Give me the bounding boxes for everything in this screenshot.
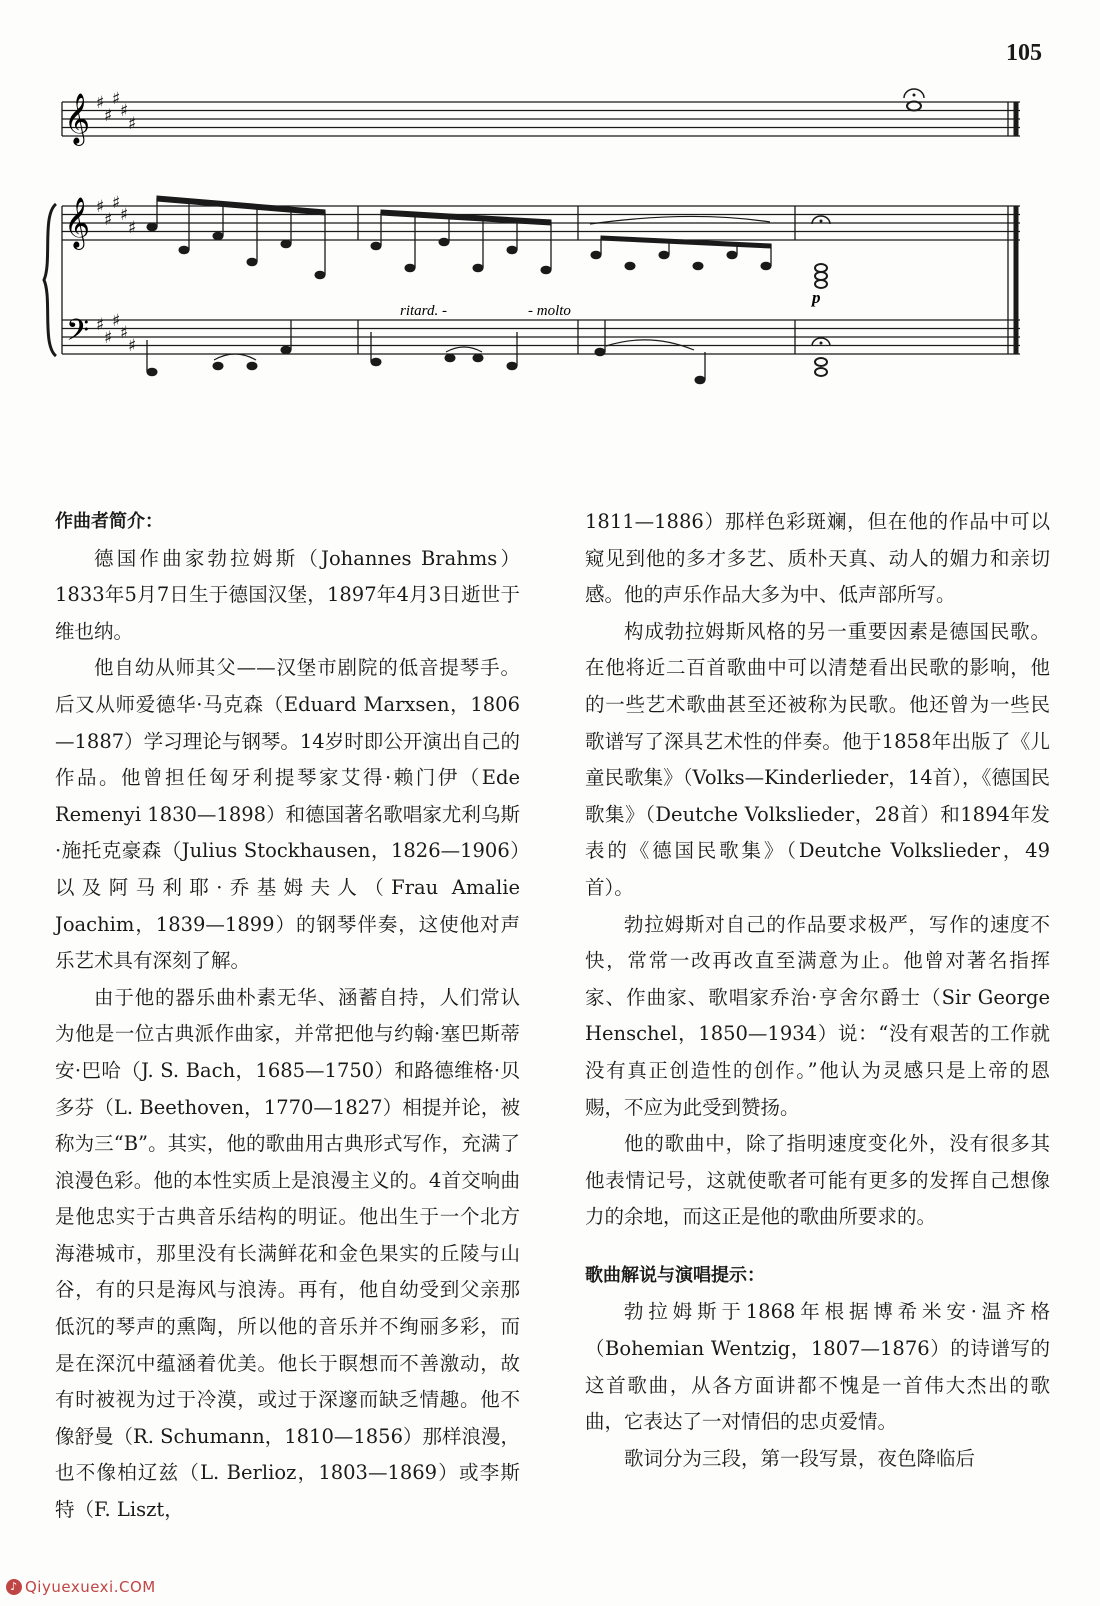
svg-text:♯: ♯ xyxy=(120,323,129,343)
svg-text:♯: ♯ xyxy=(96,93,105,113)
bass-final-fermata-chord xyxy=(812,338,830,376)
svg-text:♯: ♯ xyxy=(128,218,137,238)
barlines xyxy=(62,206,1016,354)
bass-clef-icon: 𝄢 xyxy=(66,314,90,355)
article-body xyxy=(55,504,1050,1529)
svg-text:♯: ♯ xyxy=(112,193,121,213)
svg-text:♯: ♯ xyxy=(96,315,105,335)
treble-measure-3-notes xyxy=(590,216,771,269)
treble-clef-icon: 𝄞 xyxy=(64,93,91,144)
svg-text:♯: ♯ xyxy=(96,197,105,217)
svg-text:♯: ♯ xyxy=(112,311,121,331)
treble-measure-1-notes xyxy=(147,196,325,279)
paragraph: 他的歌曲中，除了指明速度变化外，没有很多其他表情记号，这就使歌者可能有更多的发挥自己想像力的余地，而这正是他的歌曲所要求的。 xyxy=(585,1132,1050,1229)
svg-text:♯: ♯ xyxy=(128,336,137,356)
paragraph: 德国作曲家勃拉姆斯（Johannes Brahms）1833年5月7日生于德国汉堡，1897年4月3日逝世于维也纳。 xyxy=(55,546,520,643)
paragraph: 由于他的器乐曲朴素无华、涵蓄自持，人们常认为他是一位古典派作曲家，并常把他与约翰·塞巴斯蒂安·巴哈（J. S. Bach，1685—1750）和路德维格·贝多芬（L. Beethoven，1770—1827）相提并论，被称为三“B”。其实，他的歌曲用古典形式写作，充满了浪漫色彩。他的本性实质上是浪漫主义的。4首交响曲是他忠实于古典音乐结构的明证。他出生于一个北方海港城市，那里没有长满鲜花和金色果实的丘陵与山谷，有的只是海风与浪涛。再有，他自幼受到父亲那低沉的琴声的熏陶，所以他的音乐并不绚丽多彩，而是在深沉中蕴涵着优美。他长于瞑想而不善激动，故有时被视为过于冷漠，或过于深邃而缺乏情趣。他不像舒曼（R. Schumann，1810—1856）那样浪漫，也不像柏辽兹（L. Berlioz，1803—1869）或李斯特（F. Liszt， xyxy=(55,985,520,1522)
paragraph: 勃拉姆斯对自己的作品要求极严，写作的速度不快，常常一改再改直至满意为止。他曾对著名指挥家、作曲家、歌唱家乔治·亨舍尔爵士（Sir George Henschel，1850—1934）说：“没有艰苦的工作就没有真正创造性的创作。”他认为灵感只是上帝的恩赐，不应为此受到赞扬。 xyxy=(585,912,1050,1119)
treble-final-fermata-chord xyxy=(812,216,830,288)
vocal-fermata-whole-note xyxy=(904,89,924,111)
svg-text:♯: ♯ xyxy=(128,114,137,134)
piano-bass-staff xyxy=(62,320,1020,354)
music-score xyxy=(0,0,1100,420)
paragraph-continuation: 1811—1886）那样色彩斑斓，但在他的作品中可以窥见到他的多才多艺、质朴天真、动人的媚力和亲切感。他的声乐作品大多为中、低声部所写。 xyxy=(585,510,1050,607)
watermark xyxy=(6,1578,156,1596)
watermark-text: Qiyuexuexi.COM xyxy=(25,1578,156,1596)
svg-text:♯: ♯ xyxy=(104,106,113,126)
right-column xyxy=(585,504,1050,1529)
paragraph: 构成勃拉姆斯风格的另一重要因素是德国民歌。在他将近二百首歌曲中可以清楚看出民歌的影响，他的一些艺术歌曲甚至还被称为民歌。他还曾为一些民歌谱写了深具艺术性的伴奏。他于1858年出版了《儿童民歌集》（Volks—Kinderlieder，14首），《德国民歌集》（Deutche Volkslieder，28首）和1894年发表的《德国民歌集》（Deutche Volkslieder，49首）。 xyxy=(585,619,1050,899)
svg-text:♯: ♯ xyxy=(112,89,121,109)
piano-brace-icon xyxy=(44,204,56,356)
direction-molto: - molto xyxy=(528,303,571,319)
svg-text:♯: ♯ xyxy=(120,101,129,121)
section-heading-song-notes: 歌曲解说与演唱提示： xyxy=(585,1264,765,1286)
treble-clef-icon: 𝄞 xyxy=(64,197,91,248)
section-heading-composer: 作曲者简介： xyxy=(55,511,163,532)
svg-text:♯: ♯ xyxy=(104,210,113,230)
left-column xyxy=(55,504,520,1529)
vocal-staff xyxy=(62,102,1020,136)
svg-text:♯: ♯ xyxy=(104,328,113,348)
svg-text:♯: ♯ xyxy=(120,205,129,225)
paragraph: 勃拉姆斯于1868年根据博希米安·温齐格（Bohemian Wentzig，1807—1876）的诗谱写的这首歌曲，从各方面讲都不愧是一首伟大杰出的歌曲，它表达了一对情侣的忠贞爱情。 xyxy=(585,1300,1050,1434)
page-number: 105 xyxy=(1006,40,1042,66)
direction-ritard: ritard. - xyxy=(400,303,447,319)
paragraph: 他自幼从师其父——汉堡市剧院的低音提琴手。后又从师爱德华·马克森（Eduard Marxsen，1806—1887）学习理论与钢琴。14岁时即公开演出自己的作品。他曾担任匈牙利提琴家艾得·赖门伊（Ede Remenyi 1830—1898）和德国著名歌唱家尤利乌斯·施托克豪森（Julius Stockhausen，1826—1906）以及阿马利耶·乔基姆夫人（Frau Amalie Joachim，1839—1899）的钢琴伴奏，这使他对声乐艺术具有深刻了解。 xyxy=(55,656,520,973)
paragraph: 歌词分为三段，第一段写景，夜色降临后 xyxy=(624,1446,976,1470)
dynamic-mark: p xyxy=(812,288,821,307)
bass-notes xyxy=(147,320,705,384)
watermark-logo-icon: ♪ xyxy=(6,1579,22,1595)
treble-measure-2-notes xyxy=(371,210,551,274)
